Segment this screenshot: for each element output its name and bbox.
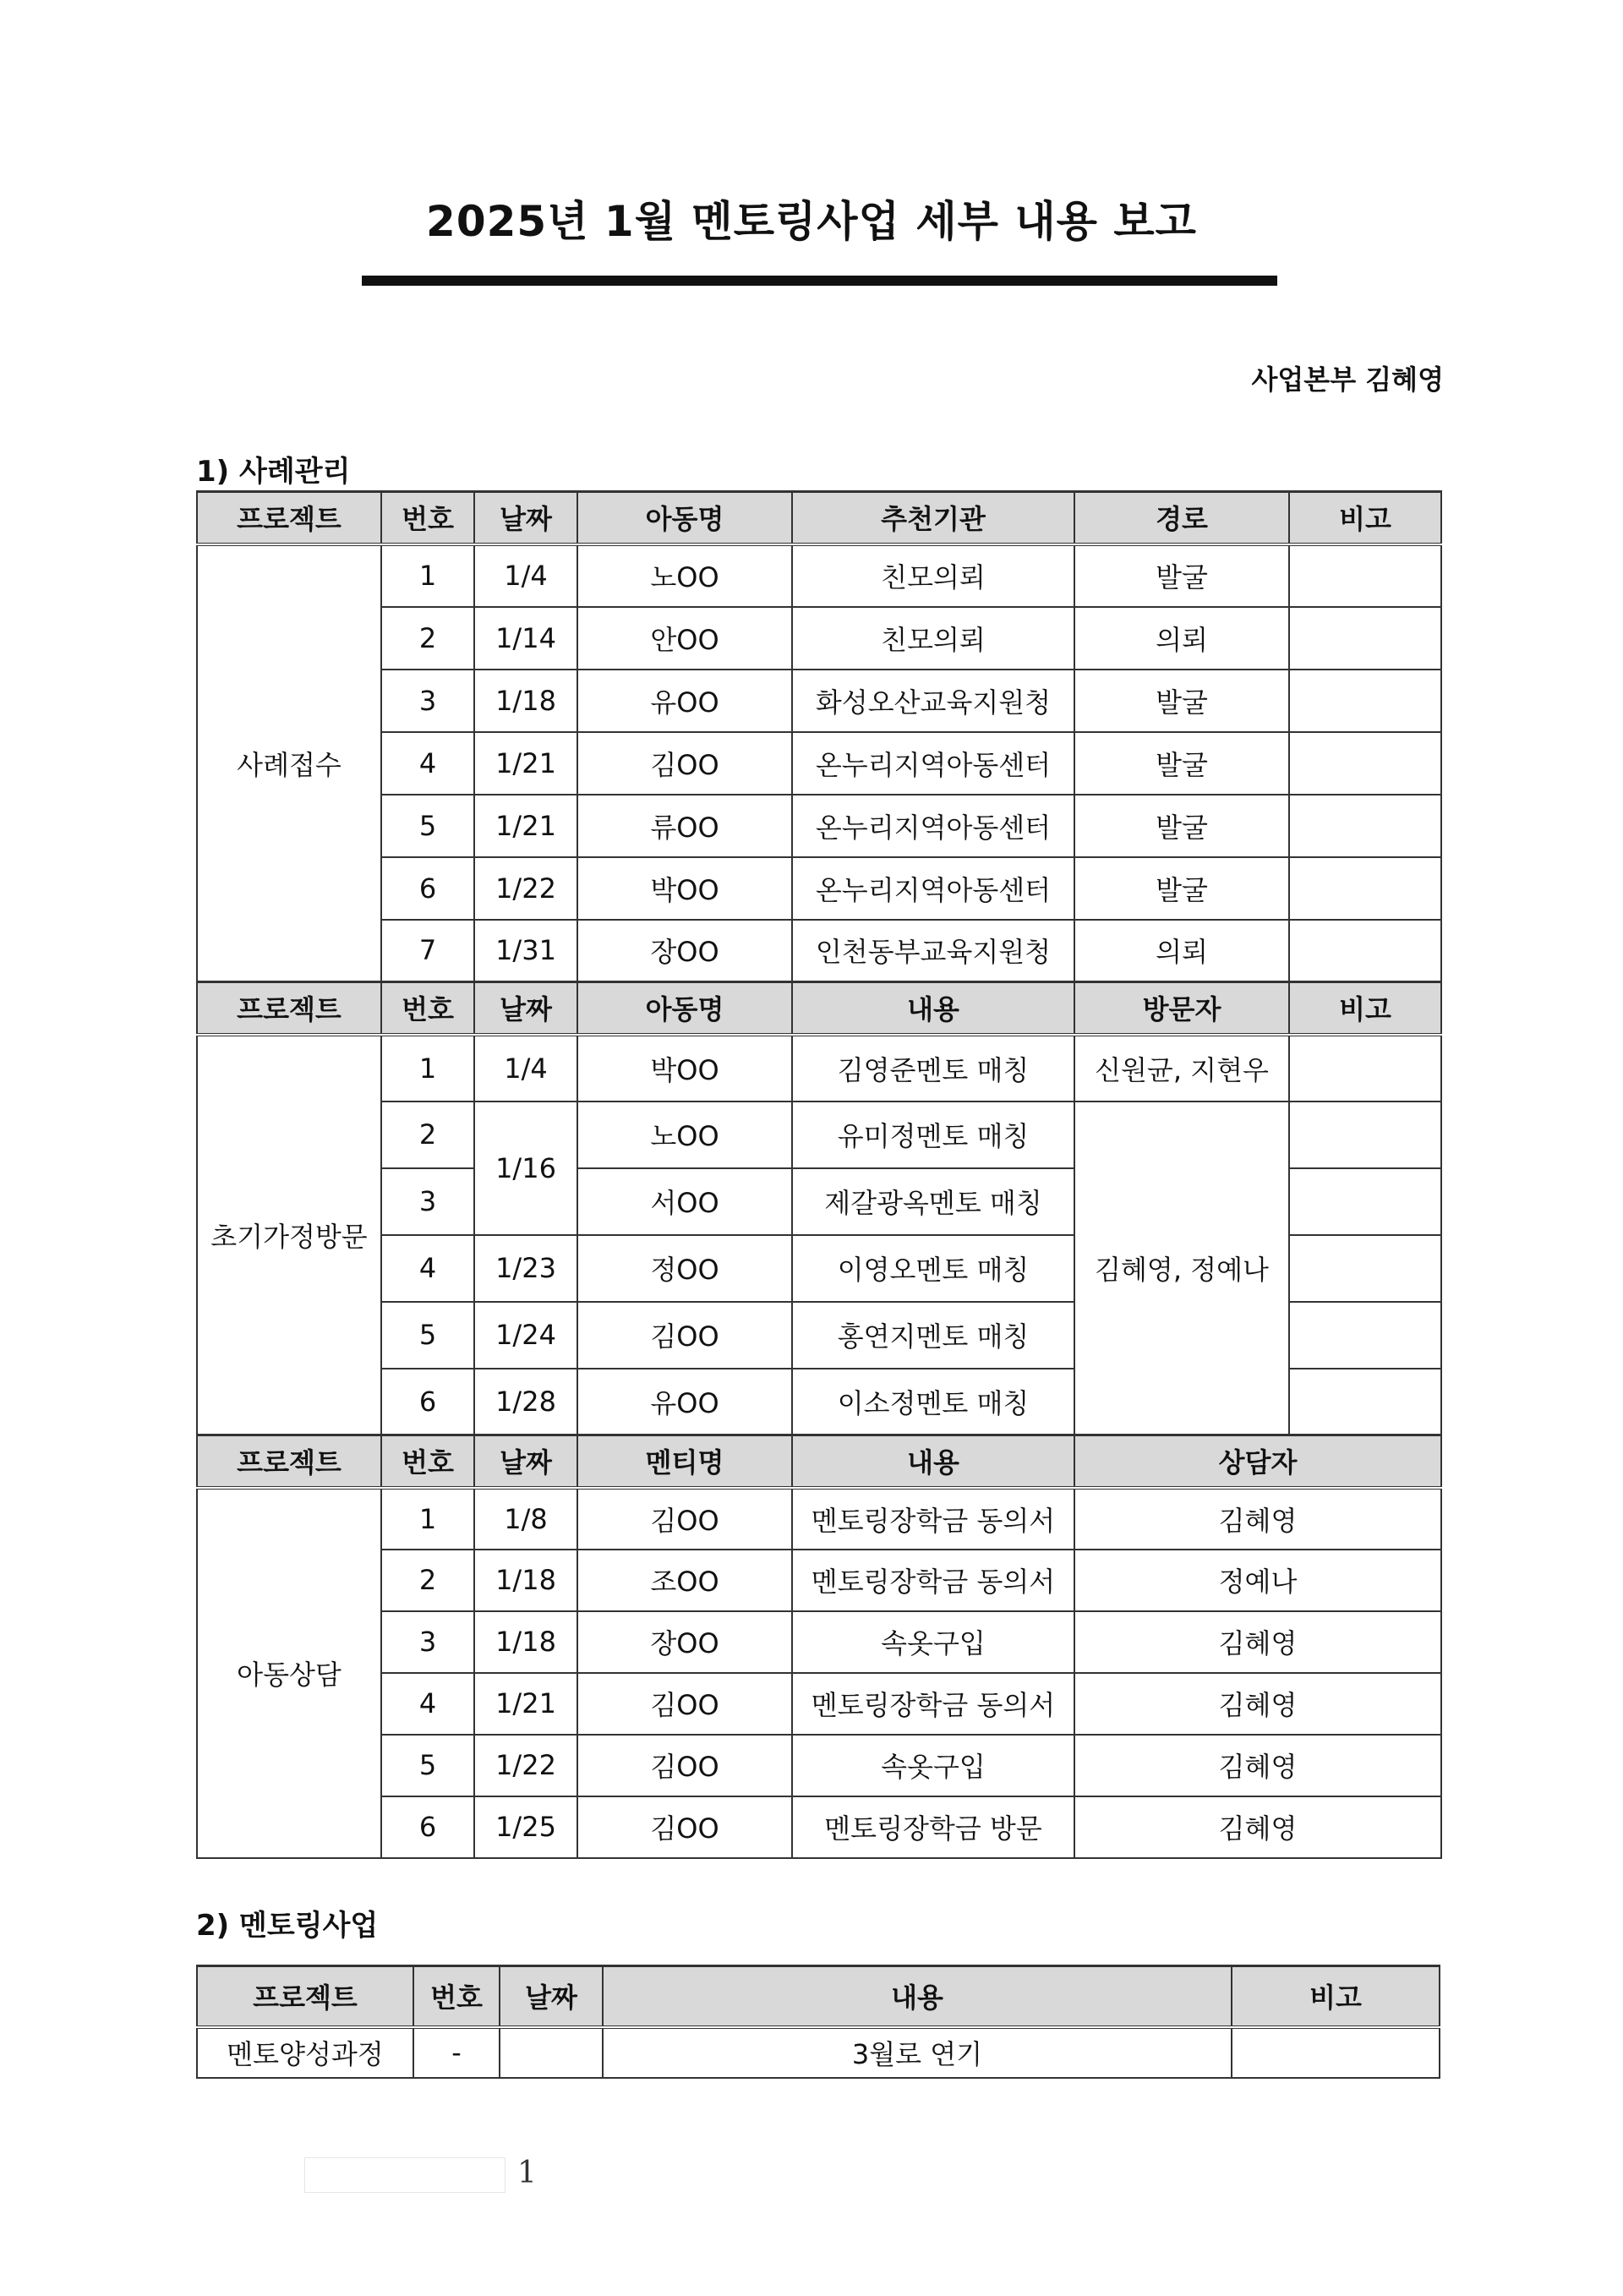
table-cell: 정예나 <box>1074 1550 1441 1611</box>
table-cell: 1/25 <box>474 1796 577 1858</box>
header-cell: 비고 <box>1289 982 1441 1035</box>
header-cell: 번호 <box>381 982 474 1035</box>
table-row <box>197 1673 1441 1735</box>
table-row <box>197 1796 1441 1858</box>
table-cell: 1/21 <box>474 1673 577 1735</box>
table-cell: 5 <box>381 1735 474 1796</box>
header-cell: 날짜 <box>474 1435 577 1488</box>
header-cell: 방문자 <box>1074 982 1289 1035</box>
title-underline <box>362 276 1277 286</box>
table-cell: 온누리지역아동센터 <box>792 857 1074 920</box>
table-row <box>197 920 1441 982</box>
table-cell: 친모의뢰 <box>792 544 1074 607</box>
table-cell: 1 <box>381 1035 474 1102</box>
table-cell: 멘토링장학금 방문 <box>792 1796 1074 1858</box>
table-row <box>197 544 1441 607</box>
header-cell: 프로젝트 <box>197 1966 413 2027</box>
page-title: 2025년 1월 멘토링사업 세부 내용 보고 <box>426 197 1197 246</box>
table-cell: 유OO <box>577 670 792 732</box>
table-cell: 발굴 <box>1074 795 1289 857</box>
table-cell: 1/8 <box>474 1488 577 1550</box>
table-cell: 친모의뢰 <box>792 607 1074 670</box>
table-cell: 인천동부교육지원청 <box>792 920 1074 982</box>
section2-heading: 2) 멘토링사업 <box>196 1909 379 1943</box>
table-cell: 3월로 연기 <box>603 2027 1232 2078</box>
header-cell: 번호 <box>413 1966 500 2027</box>
table-cell: 김OO <box>577 1796 792 1858</box>
table-cell: 2 <box>381 607 474 670</box>
table-cell: 의뢰 <box>1074 607 1289 670</box>
table-row <box>197 1035 1441 1102</box>
table-row <box>197 1611 1441 1673</box>
table-header-row <box>197 492 1441 544</box>
table-cell: 5 <box>381 795 474 857</box>
header-cell: 비고 <box>1289 492 1441 544</box>
table-cell <box>1289 732 1441 795</box>
header-cell: 아동명 <box>577 982 792 1035</box>
table-cell: 4 <box>381 1235 474 1302</box>
table-cell <box>1289 607 1441 670</box>
table-cell: 발굴 <box>1074 544 1289 607</box>
table-row <box>197 607 1441 670</box>
table-cell: 5 <box>381 1302 474 1369</box>
project-cell: 아동상담 <box>197 1488 381 1858</box>
table-cell <box>1289 544 1441 607</box>
header-cell: 내용 <box>603 1966 1232 2027</box>
project-cell: 사례접수 <box>197 544 381 982</box>
page-number: 1 <box>517 2156 537 2190</box>
table-cell <box>1289 857 1441 920</box>
table-cell: 김혜영 <box>1074 1735 1441 1796</box>
table-cell: 온누리지역아동센터 <box>792 795 1074 857</box>
table-cell: 김OO <box>577 1735 792 1796</box>
table-cell: 발굴 <box>1074 857 1289 920</box>
table-cell: 4 <box>381 1673 474 1735</box>
table-cell: 1/14 <box>474 607 577 670</box>
table-cell: 1/21 <box>474 732 577 795</box>
table-cell: 신원균, 지현우 <box>1074 1035 1289 1102</box>
header-cell: 번호 <box>381 1435 474 1488</box>
table-row <box>197 1102 1441 1168</box>
table-cell: 1/22 <box>474 1735 577 1796</box>
table-cell: 이영오멘토 매칭 <box>792 1235 1074 1302</box>
mentoring-table <box>196 1965 1440 2079</box>
header-cell: 멘티명 <box>577 1435 792 1488</box>
table-cell: 2 <box>381 1550 474 1611</box>
header-cell: 프로젝트 <box>197 1435 381 1488</box>
table-cell: 류OO <box>577 795 792 857</box>
table-cell <box>1289 1102 1441 1168</box>
footer-box <box>304 2157 505 2193</box>
section1-heading: 1) 사례관리 <box>196 455 351 489</box>
table-cell: 6 <box>381 857 474 920</box>
case-management-table <box>196 490 1442 1859</box>
table-cell: 1/21 <box>474 795 577 857</box>
report-author: 사업본부 김혜영 <box>1251 364 1444 396</box>
table-header-row <box>197 1435 1441 1488</box>
table-cell: 1/18 <box>474 1611 577 1673</box>
table-cell <box>1289 1302 1441 1369</box>
table-header-row <box>197 1966 1440 2027</box>
table-cell: 김혜영 <box>1074 1673 1441 1735</box>
table-row <box>197 732 1441 795</box>
table-cell: 2 <box>381 1102 474 1168</box>
table-cell: 멘토링장학금 동의서 <box>792 1488 1074 1550</box>
table-cell: 멘토링장학금 동의서 <box>792 1673 1074 1735</box>
table-cell: 1/23 <box>474 1235 577 1302</box>
table-cell: 화성오산교육지원청 <box>792 670 1074 732</box>
header-cell: 경로 <box>1074 492 1289 544</box>
header-cell: 비고 <box>1232 1966 1440 2027</box>
table-cell: 조OO <box>577 1550 792 1611</box>
header-cell: 상담자 <box>1074 1435 1441 1488</box>
table-cell: 발굴 <box>1074 670 1289 732</box>
table-cell: 6 <box>381 1796 474 1858</box>
table-cell: 김혜영 <box>1074 1796 1441 1858</box>
table-header-row <box>197 982 1441 1035</box>
table-cell: 멘토링장학금 동의서 <box>792 1550 1074 1611</box>
table-cell: 온누리지역아동센터 <box>792 732 1074 795</box>
table-cell: 김혜영 <box>1074 1488 1441 1550</box>
table-cell: 김OO <box>577 1488 792 1550</box>
table-row <box>197 857 1441 920</box>
table-cell: 1/16 <box>474 1102 577 1235</box>
table-cell: 1/18 <box>474 1550 577 1611</box>
table-cell: 서OO <box>577 1168 792 1235</box>
table-row <box>197 2027 1440 2078</box>
table-cell: 속옷구입 <box>792 1735 1074 1796</box>
table-cell <box>1289 1235 1441 1302</box>
header-cell: 번호 <box>381 492 474 544</box>
header-cell: 내용 <box>792 982 1074 1035</box>
table-cell <box>1289 1035 1441 1102</box>
header-cell: 추천기관 <box>792 492 1074 544</box>
table-cell: 6 <box>381 1369 474 1435</box>
header-cell: 날짜 <box>500 1966 603 2027</box>
table-cell: 안OO <box>577 607 792 670</box>
table-cell: 노OO <box>577 1102 792 1168</box>
header-cell: 내용 <box>792 1435 1074 1488</box>
table-cell: 의뢰 <box>1074 920 1289 982</box>
table-cell: 제갈광옥멘토 매칭 <box>792 1168 1074 1235</box>
header-cell: 프로젝트 <box>197 982 381 1035</box>
table-cell <box>1289 920 1441 982</box>
header-cell: 날짜 <box>474 982 577 1035</box>
table-cell: 1 <box>381 544 474 607</box>
table-cell: 발굴 <box>1074 732 1289 795</box>
table-cell: 김혜영 <box>1074 1611 1441 1673</box>
table-cell: 1/28 <box>474 1369 577 1435</box>
table-cell: 이소정멘토 매칭 <box>792 1369 1074 1435</box>
table-cell: 1/18 <box>474 670 577 732</box>
table-cell: 장OO <box>577 920 792 982</box>
table-cell: 김OO <box>577 1673 792 1735</box>
header-cell: 아동명 <box>577 492 792 544</box>
table-cell: - <box>413 2027 500 2078</box>
table-cell: 3 <box>381 1611 474 1673</box>
table-cell <box>1289 795 1441 857</box>
header-cell: 날짜 <box>474 492 577 544</box>
table-cell: 1/24 <box>474 1302 577 1369</box>
table-cell: 정OO <box>577 1235 792 1302</box>
table-cell: 노OO <box>577 544 792 607</box>
table-row <box>197 670 1441 732</box>
table-cell: 4 <box>381 732 474 795</box>
table-cell: 속옷구입 <box>792 1611 1074 1673</box>
table-cell: 1/31 <box>474 920 577 982</box>
table-cell <box>1289 1369 1441 1435</box>
table-cell: 홍연지멘토 매칭 <box>792 1302 1074 1369</box>
table-cell: 멘토양성과정 <box>197 2027 413 2078</box>
table-cell: 김OO <box>577 732 792 795</box>
table-row <box>197 795 1441 857</box>
table-cell: 김OO <box>577 1302 792 1369</box>
table-cell: 1/4 <box>474 1035 577 1102</box>
table-cell: 유미정멘토 매칭 <box>792 1102 1074 1168</box>
table-cell: 김혜영, 정예나 <box>1074 1102 1289 1435</box>
table-cell: 7 <box>381 920 474 982</box>
table-cell <box>1289 670 1441 732</box>
table-cell: 박OO <box>577 857 792 920</box>
table-cell <box>1289 1168 1441 1235</box>
table-cell: 1/4 <box>474 544 577 607</box>
table-row <box>197 1488 1441 1550</box>
table-cell: 김영준멘토 매칭 <box>792 1035 1074 1102</box>
table-cell: 3 <box>381 670 474 732</box>
table-cell: 3 <box>381 1168 474 1235</box>
table-row <box>197 1735 1441 1796</box>
header-cell: 프로젝트 <box>197 492 381 544</box>
table-cell: 1 <box>381 1488 474 1550</box>
table-cell: 1/22 <box>474 857 577 920</box>
table-cell: 장OO <box>577 1611 792 1673</box>
project-cell: 초기가정방문 <box>197 1035 381 1435</box>
table-cell: 유OO <box>577 1369 792 1435</box>
table-row <box>197 1550 1441 1611</box>
table-cell <box>1232 2027 1440 2078</box>
table-cell: 박OO <box>577 1035 792 1102</box>
table-cell <box>500 2027 603 2078</box>
